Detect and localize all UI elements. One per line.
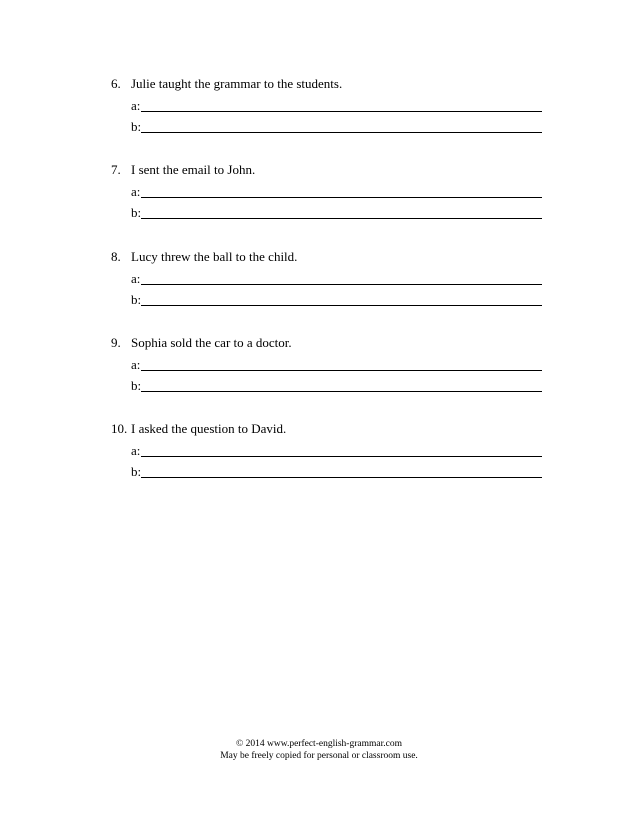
question-8 [111, 249, 297, 265]
question-sentence: Sophia sold the car to a doctor. [131, 335, 292, 350]
answer-label-b: b: [131, 378, 142, 393]
answer-b-6[interactable] [131, 119, 542, 135]
question-number: 7. [111, 162, 121, 177]
answer-label-b: b: [131, 464, 142, 479]
answer-label-a: a: [131, 357, 141, 372]
question-9 [111, 335, 292, 351]
answer-a-7[interactable] [131, 184, 542, 200]
answer-b-10[interactable] [131, 464, 542, 480]
answer-line[interactable] [141, 197, 542, 198]
answer-label-a: a: [131, 271, 141, 286]
answer-line[interactable] [141, 111, 542, 112]
answer-line[interactable] [141, 132, 542, 133]
answer-label-b: b: [131, 292, 142, 307]
question-number: 9. [111, 335, 121, 350]
question-number: 8. [111, 249, 121, 264]
question-6 [111, 76, 342, 92]
answer-b-7[interactable] [131, 205, 542, 221]
question-number: 6. [111, 76, 121, 91]
question-sentence: I asked the question to David. [131, 421, 287, 436]
answer-label-b: b: [131, 205, 142, 220]
page-footer [0, 738, 638, 762]
answer-b-8[interactable] [131, 292, 542, 308]
answer-label-b: b: [131, 119, 142, 134]
question-sentence: I sent the email to John. [131, 162, 256, 177]
answer-a-8[interactable] [131, 271, 542, 287]
question-10 [111, 421, 286, 437]
answer-line[interactable] [141, 391, 542, 392]
footer-note: May be freely copied for personal or classroom use. [220, 751, 418, 761]
question-7 [111, 162, 255, 178]
footer-copyright: © 2014 www.perfect-english-grammar.com [236, 739, 402, 749]
answer-label-a: a: [131, 98, 141, 113]
answer-line[interactable] [141, 305, 542, 306]
answer-line[interactable] [141, 218, 542, 219]
answer-a-10[interactable] [131, 443, 542, 459]
answer-line[interactable] [141, 370, 542, 371]
answer-a-9[interactable] [131, 357, 542, 373]
answer-line[interactable] [141, 477, 542, 478]
answer-b-9[interactable] [131, 378, 542, 394]
question-sentence: Julie taught the grammar to the students. [131, 76, 343, 91]
answer-label-a: a: [131, 443, 141, 458]
answer-label-a: a: [131, 184, 141, 199]
answer-line[interactable] [141, 284, 542, 285]
question-sentence: Lucy threw the ball to the child. [131, 249, 298, 264]
answer-a-6[interactable] [131, 98, 542, 114]
question-number: 10. [111, 421, 128, 436]
answer-line[interactable] [141, 456, 542, 457]
